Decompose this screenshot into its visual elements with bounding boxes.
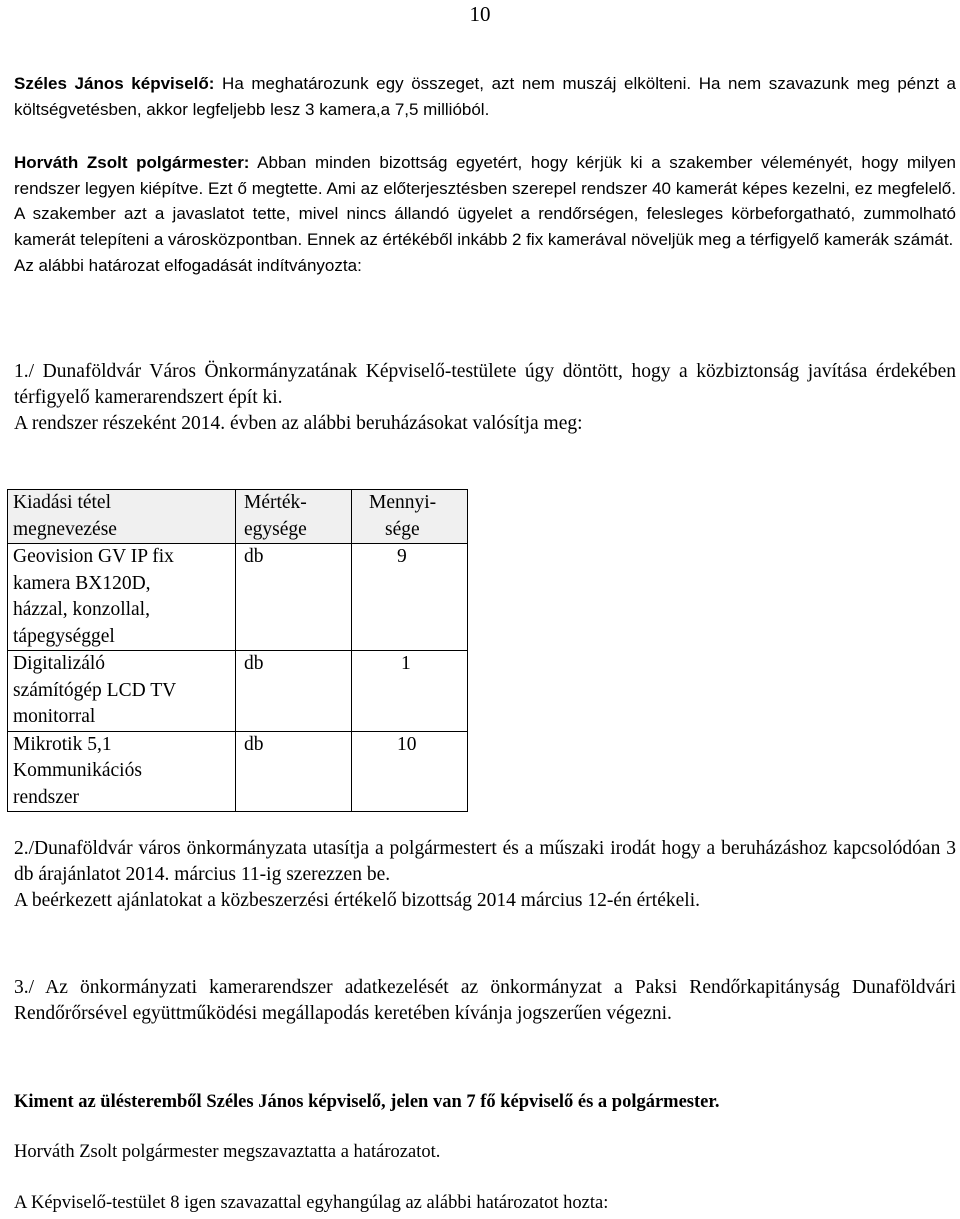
paragraph-text: Ha meghatározunk egy összeget, azt nem muszáj elkölteni. Ha nem szavazunk meg pénzt a költségvetésben, akkor legfeljebb lesz 3 kamera,a 7,5 millióból. [14, 74, 956, 119]
resolution-text: 1./ Dunaföldvár Város Önkormányzatának Képviselő-testülete úgy döntött, hogy a közbiztonság javítása érdekében térfigyelő kamerarendszert épít ki. [14, 361, 956, 408]
resolution-text: 2./Dunaföldvár város önkormányzata utasítja a polgármestert és a műszaki irodát hogy a beruházáshoz kapcsolódóan 3 db árajánlatot 2014. március 11-ig szerezzen be. [14, 838, 956, 885]
paragraph-text: Abban minden bizottság egyetért, hogy kérjük ki a szakember véleményét, hogy milyen rendszer legyen kiépítve. Ezt ő megtette. Ami az előterjesztésben szerepel rendszer 40 kamerát képes kezelni, ez megfelelő. A szakember azt a javaslatot tette, mivel nincs állandó ügyelet a rendőrségen, felesleges körbeforgatható, zummolható kamerát telepíteni a városközpontban. Ennek az értékéből inkább 2 fix kamerával növeljük meg a térfigyelő kamerák számát. [14, 153, 956, 250]
item-quantity: 1 [352, 651, 468, 732]
item-name: Digitalizáló számítógép LCD TV monitorral [8, 651, 236, 732]
paragraph-horvath [14, 150, 956, 279]
item-quantity: 10 [352, 731, 468, 812]
item-quantity: 9 [352, 544, 468, 651]
result-intro: A Képviselő-testület 8 igen szavazattal egyhangúlag az alábbi határozatot hozta: [14, 1193, 609, 1213]
header-item-name: Kiadási tétel megnevezése [8, 490, 236, 544]
resolution-text: 3./ Az önkormányzati kamerarendszer adatkezelését az önkormányzat a Paksi Rendőrkapitányság Dunaföldvári Rendőrőrsével együttműködési megállapodás keretében kívánja jogszerűen végezni. [14, 977, 956, 1024]
table-row [8, 544, 468, 651]
header-unit: Mérték- egysége [236, 490, 352, 544]
item-name: Mikrotik 5,1 Kommunikációs rendszer [8, 731, 236, 812]
investment-table [7, 489, 468, 812]
resolution-point-2 [14, 836, 956, 913]
page-number: 10 [469, 2, 491, 26]
resolution-text: A beérkezett ajánlatokat a közbeszerzési értékelő bizottság 2014 március 12-én értékeli. [14, 889, 700, 911]
speaker-name: Horváth Zsolt polgármester: [14, 153, 250, 172]
resolution-point-3 [14, 975, 956, 1027]
item-unit: db [236, 544, 352, 651]
resolution-text: A rendszer részeként 2014. évben az alábbi beruházásokat valósítja meg: [14, 412, 583, 434]
table-row [8, 651, 468, 732]
paragraph-szeles [14, 71, 956, 122]
item-unit: db [236, 731, 352, 812]
item-unit: db [236, 651, 352, 732]
resolution-point-1 [14, 359, 956, 436]
table-row [8, 731, 468, 812]
vote-call: Horváth Zsolt polgármester megszavaztatta a határozatot. [14, 1142, 441, 1162]
header-quantity: Mennyi- sége [352, 490, 468, 544]
proposal-line: Az alábbi határozat elfogadását indítványozta: [14, 255, 362, 275]
speaker-name: Széles János képviselő: [14, 74, 215, 93]
item-name: Geovision GV IP fix kamera BX120D, házzal, konzollal, tápegységgel [8, 544, 236, 651]
table-header-row [8, 490, 468, 544]
leave-note: Kiment az ülésteremből Széles János képviselő, jelen van 7 fő képviselő és a polgármester. [14, 1092, 720, 1112]
